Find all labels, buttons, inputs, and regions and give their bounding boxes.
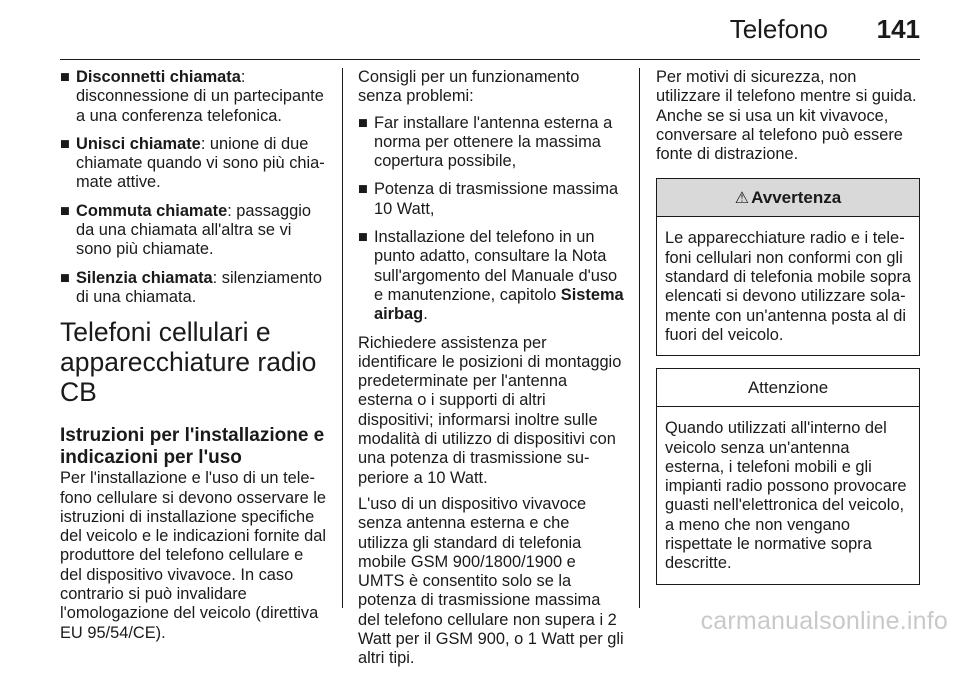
warning-box	[656, 178, 920, 356]
bullet-square-icon: ■	[60, 68, 70, 86]
bullet-item	[60, 202, 328, 260]
body-paragraph: Per motivi di sicurezza, non utilizzare il telefono mentre si guida. Anche se si usa un kit vivavoce, conversare al telefono può essere fonte di distrazione.	[656, 68, 917, 164]
bullet-term: Silenzia chiamata	[76, 268, 213, 287]
attention-box-title: Attenzione	[657, 369, 919, 407]
body-paragraph: Richiedere assistenza per identificare le posizioni di montaggio predeterminate per l'antenna esterna o i supporti di altri dispositivi; informarsi inoltre sulle modalità di utilizzo di dispositivi con una potenza di trasmissione superiore a 10 Watt.	[358, 333, 622, 487]
column-1	[60, 68, 328, 650]
bullet-square-icon: ■	[60, 201, 70, 220]
bullet-square-icon: ■	[358, 228, 368, 247]
page-number: 141	[876, 14, 920, 44]
body-paragraph: L'uso di un dispositivo vivavoce senza antenna esterna e che utilizza gli standard di telefonia mobile GSM 900/1800/1900 e UMTS è consentito solo se la potenza di trasmissione massima del telefono cellulare non supera i 2 Watt per il GSM 900, o 1 Watt per gli altri tipi.	[358, 494, 624, 668]
bullet-square-icon: ■	[358, 180, 368, 199]
bullet-item	[60, 135, 328, 193]
bullet-square-icon: ■	[60, 268, 70, 287]
warning-triangle-icon: ⚠	[734, 190, 750, 208]
bullet-item	[358, 228, 624, 324]
bullet-item	[60, 269, 328, 308]
bullet-term: Disconnetti chiamata	[76, 68, 241, 86]
column-divider-1	[342, 68, 343, 608]
bullet-text: Far installare l'antenna esterna a norma per ottenere la massima copertura possibile,	[374, 113, 613, 171]
column-divider-2	[639, 68, 640, 608]
site-watermark: carmanualsonline.info	[700, 607, 948, 635]
bullet-text: Installazione del telefono in un punto adatto, consultare la Nota sull'argomento del Manuale d'uso e manutenzione, capitolo	[374, 228, 618, 304]
warning-box-header	[657, 179, 919, 217]
column-2	[358, 68, 624, 676]
bullet-square-icon: ■	[358, 113, 368, 132]
bullet-item	[358, 180, 624, 219]
bullet-term: Commuta chiamate	[76, 201, 228, 220]
warning-box-body: Le apparecchiature radio e i telefoni cellulari non conformi con gli standard di telefonia mobile sopra elencati si devono utilizzare solamente con un'antenna posta al di fuori del veicolo.	[665, 229, 912, 344]
subsection-heading: Istruzioni per l'installazione e indicazioni per l'uso	[60, 425, 325, 469]
chapter-reference: Sistema airbag	[374, 285, 624, 324]
bullet-item	[60, 68, 328, 126]
bullet-text: : disconnessione di un partecipante a una conferenza telefonica.	[76, 68, 324, 125]
bullet-square-icon: ■	[60, 134, 70, 153]
page-header	[60, 0, 920, 60]
body-paragraph: Per l'installazione e l'uso di un telefono cellulare si devono osservare le istruzioni di installazione specifiche del veicolo e le indicazioni fornite dal produttore del telefono cellulare e del dispositivo vivavoce. In caso contrario si può invalidare l'omologazione del veicolo (direttiva EU 95/54/CE).	[60, 469, 327, 642]
bullet-item	[358, 114, 624, 172]
bullet-text: : unione di due chiamate quando vi sono più chiamate attive.	[76, 134, 325, 192]
section-title: Telefono	[729, 14, 828, 44]
bullet-term: Unisci chiamate	[76, 134, 201, 153]
column-3	[656, 68, 920, 585]
bullet-text: : silenziamento di una chiamata.	[76, 268, 322, 306]
warning-box-title: Avvertenza	[751, 188, 842, 208]
bullet-tail: .	[423, 305, 428, 324]
attention-box	[656, 368, 920, 584]
intro-text: Consigli per un funzionamento senza problemi:	[358, 68, 580, 106]
section-heading: Telefoni cellulari e apparecchiature radio CB	[60, 317, 317, 408]
attention-box-body: Quando utilizzati all'interno del veicolo senza un'antenna esterna, i telefoni mobili e gli impianti radio possono provocare guasti nell'elettronica del veicolo, a meno che non vengano rispettate le normative sopra descritte.	[665, 419, 907, 573]
bullet-text: Potenza di trasmissione massima 10 Watt,	[374, 180, 619, 218]
bullet-text: : passaggio da una chiamata all'altra se vi sono più chiamate.	[76, 201, 312, 259]
